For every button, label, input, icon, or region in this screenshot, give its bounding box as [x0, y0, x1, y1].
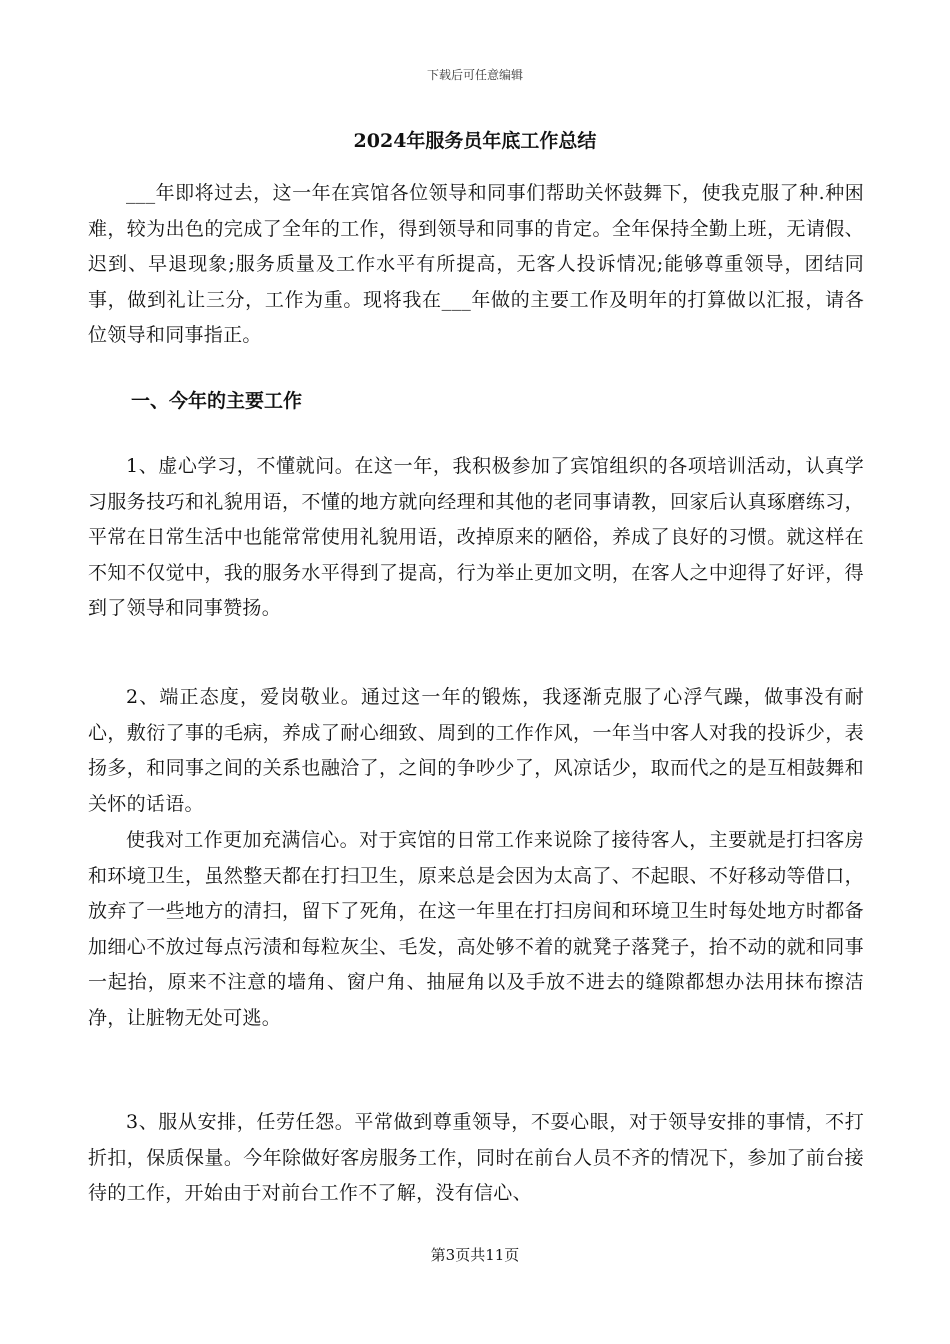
- header-note: 下载后可任意编辑: [426, 68, 523, 82]
- section-heading: 一、今年的主要工作: [131, 390, 303, 412]
- intro-paragraph: ___年即将过去，这一年在宾馆各位领导和同事们帮助关怀鼓舞下，使我克服了种.种困难，较为出色的完成了全年的工作，得到领导和同事的肯定。全年保持全勤上班，无请假、迟到、早退现象;服务质量及工作水平有所提高，无客人投诉情况;能够尊重领导，团结同事，做到礼让三分，工作为重。现将我在___年做的主要工作及明年的打算做以汇报，请各位领导和同事指正。: [88, 182, 864, 346]
- item-2-paragraph: 2、端正态度，爱岗敬业。通过这一年的锻炼，我逐渐克服了心浮气躁，做事没有耐心，敷衍了事的毛病，养成了耐心细致、周到的工作作风，一年当中客人对我的投诉少，表扬多，和同事之间的关系也融洽了，之间的争吵少了，风凉话少，取而代之的是互相鼓舞和关怀的话语。: [88, 686, 864, 815]
- document-title: 2024年服务员年底工作总结: [353, 130, 597, 152]
- item-1-paragraph: 1、虚心学习，不懂就问。在这一年，我积极参加了宾馆组织的各项培训活动，认真学习服务技巧和礼貌用语，不懂的地方就向经理和其他的老同事请教，回家后认真琢磨练习，平常在日常生活中也能常常使用礼貌用语，改掉原来的陋俗，养成了良好的习惯。就这样在不知不仅觉中，我的服务水平得到了提高，行为举止更加文明，在客人之中迎得了好评，得到了领导和同事赞扬。: [88, 455, 864, 619]
- item-2-continuation-paragraph: 使我对工作更加充满信心。对于宾馆的日常工作来说除了接待客人，主要就是打扫客房和环境卫生，虽然整天都在打扫卫生，原来总是会因为太高了、不起眼、不好移动等借口，放弃了一些地方的清扫，留下了死角，在这一年里在打扫房间和环境卫生时每处地方时都备加细心不放过每点污渍和每粒灰尘、毛发，高处够不着的就凳子落凳子，抬不动的就和同事一起抬，原来不注意的墙角、窗户角、抽屉角以及手放不进去的缝隙都想办法用抹布擦洁净，让脏物无处可逃。: [88, 829, 864, 1029]
- item-3-paragraph: 3、服从安排，任劳任怨。平常做到尊重领导，不耍心眼，对于领导安排的事情，不打折扣，保质保量。今年除做好客房服务工作，同时在前台人员不齐的情况下，参加了前台接待的工作，开始由于对前台工作不了解，没有信心、: [88, 1111, 864, 1204]
- page-footer: 第3页共11页: [430, 1246, 520, 1264]
